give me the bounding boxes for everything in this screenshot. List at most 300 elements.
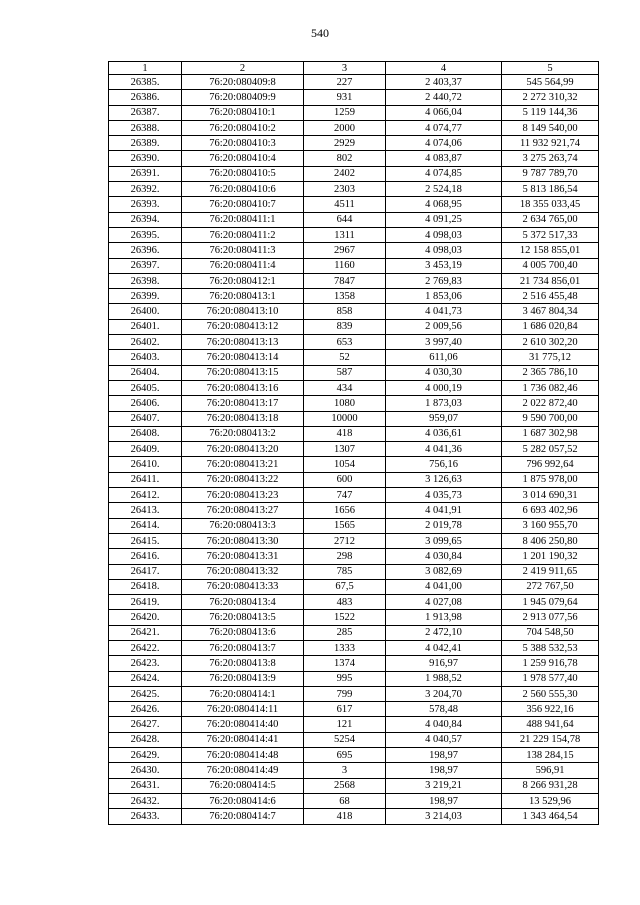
table-cell: 26421. — [109, 625, 182, 640]
table-cell: 26409. — [109, 442, 182, 457]
table-row — [109, 671, 599, 686]
table-cell: 995 — [304, 671, 386, 686]
table-cell: 26397. — [109, 258, 182, 273]
table-cell: 26391. — [109, 166, 182, 181]
table-cell: 488 941,64 — [502, 717, 599, 732]
table-cell: 4 040,84 — [386, 717, 502, 732]
data-table — [108, 61, 599, 825]
table-cell: 76:20:080413:5 — [182, 610, 304, 625]
table-row — [109, 625, 599, 640]
table-cell: 26389. — [109, 136, 182, 151]
table-row — [109, 656, 599, 671]
table-row — [109, 197, 599, 212]
table-cell: 2929 — [304, 136, 386, 151]
table-cell: 26396. — [109, 243, 182, 258]
table-cell: 26393. — [109, 197, 182, 212]
table-cell: 76:20:080413:8 — [182, 656, 304, 671]
table-cell: 5 282 057,52 — [502, 442, 599, 457]
table-cell: 3 082,69 — [386, 564, 502, 579]
table-row — [109, 732, 599, 747]
table-cell: 26392. — [109, 182, 182, 197]
table-cell: 76:20:080413:4 — [182, 595, 304, 610]
table-cell: 21 229 154,78 — [502, 732, 599, 747]
table-cell: 2 524,18 — [386, 182, 502, 197]
table-cell: 2 419 911,65 — [502, 564, 599, 579]
table-cell: 5254 — [304, 732, 386, 747]
header-row — [109, 62, 599, 75]
table-cell: 26400. — [109, 304, 182, 319]
table-cell: 76:20:080414:48 — [182, 748, 304, 763]
table-cell: 1 978 577,40 — [502, 671, 599, 686]
table-cell: 1358 — [304, 289, 386, 304]
table-cell: 4 005 700,40 — [502, 258, 599, 273]
table-cell: 2568 — [304, 778, 386, 793]
table-cell: 931 — [304, 90, 386, 105]
table-cell: 76:20:080410:3 — [182, 136, 304, 151]
table-cell: 5 372 517,33 — [502, 227, 599, 242]
table-cell: 76:20:080414:6 — [182, 793, 304, 808]
table-cell: 76:20:080414:40 — [182, 717, 304, 732]
table-cell: 76:20:080410:4 — [182, 151, 304, 166]
table-cell: 611,06 — [386, 350, 502, 365]
table-cell: 76:20:080414:5 — [182, 778, 304, 793]
column-header: 3 — [304, 62, 386, 75]
table-cell: 5 388 532,53 — [502, 640, 599, 655]
table-cell: 26429. — [109, 748, 182, 763]
table-cell: 3 275 263,74 — [502, 151, 599, 166]
table-cell: 802 — [304, 151, 386, 166]
table-cell: 1259 — [304, 105, 386, 120]
table-row — [109, 227, 599, 242]
table-row — [109, 136, 599, 151]
table-row — [109, 90, 599, 105]
table-row — [109, 472, 599, 487]
table-cell: 2402 — [304, 166, 386, 181]
table-cell: 76:20:080413:1 — [182, 289, 304, 304]
column-header: 5 — [502, 62, 599, 75]
table-row — [109, 426, 599, 441]
table-cell: 76:20:080413:30 — [182, 533, 304, 548]
table-cell: 1307 — [304, 442, 386, 457]
table-cell: 76:20:080414:49 — [182, 763, 304, 778]
table-cell: 26426. — [109, 702, 182, 717]
table-cell: 26412. — [109, 488, 182, 503]
page-number: 540 — [311, 26, 329, 40]
table-cell: 76:20:080413:14 — [182, 350, 304, 365]
table-cell: 3 — [304, 763, 386, 778]
table-cell: 26402. — [109, 335, 182, 350]
table-cell: 76:20:080410:7 — [182, 197, 304, 212]
table-row — [109, 610, 599, 625]
table-cell: 11 932 921,74 — [502, 136, 599, 151]
table-cell: 1656 — [304, 503, 386, 518]
table-cell: 76:20:080410:2 — [182, 120, 304, 135]
table-cell: 3 219,21 — [386, 778, 502, 793]
table-cell: 26413. — [109, 503, 182, 518]
table-cell: 26407. — [109, 411, 182, 426]
table-row — [109, 380, 599, 395]
table-cell: 198,97 — [386, 748, 502, 763]
table-cell: 2 472,10 — [386, 625, 502, 640]
table-cell: 26425. — [109, 686, 182, 701]
table-cell: 483 — [304, 595, 386, 610]
table-cell: 26388. — [109, 120, 182, 135]
table-cell: 26417. — [109, 564, 182, 579]
table-cell: 272 767,50 — [502, 579, 599, 594]
table-cell: 3 126,63 — [386, 472, 502, 487]
table-cell: 1 687 302,98 — [502, 426, 599, 441]
table-cell: 644 — [304, 212, 386, 227]
table-cell: 76:20:080413:32 — [182, 564, 304, 579]
table-cell: 26427. — [109, 717, 182, 732]
table-cell: 26433. — [109, 809, 182, 824]
table-cell: 76:20:080413:2 — [182, 426, 304, 441]
table-cell: 9 590 700,00 — [502, 411, 599, 426]
table-cell: 10000 — [304, 411, 386, 426]
table-row — [109, 289, 599, 304]
table-cell: 76:20:080414:41 — [182, 732, 304, 747]
table-cell: 76:20:080413:16 — [182, 380, 304, 395]
table-cell: 26385. — [109, 75, 182, 90]
table-cell: 4 036,61 — [386, 426, 502, 441]
table-cell: 785 — [304, 564, 386, 579]
table-cell: 858 — [304, 304, 386, 319]
table-cell: 76:20:080410:6 — [182, 182, 304, 197]
table-cell: 1160 — [304, 258, 386, 273]
table-cell: 26431. — [109, 778, 182, 793]
table-cell: 1 853,06 — [386, 289, 502, 304]
table-row — [109, 518, 599, 533]
table-cell: 26411. — [109, 472, 182, 487]
table-row — [109, 702, 599, 717]
table-cell: 3 160 955,70 — [502, 518, 599, 533]
table-cell: 587 — [304, 365, 386, 380]
table-cell: 76:20:080413:21 — [182, 457, 304, 472]
table-cell: 67,5 — [304, 579, 386, 594]
table-cell: 695 — [304, 748, 386, 763]
table-cell: 26430. — [109, 763, 182, 778]
table-cell: 26406. — [109, 396, 182, 411]
table-cell: 298 — [304, 549, 386, 564]
table-cell: 4 030,30 — [386, 365, 502, 380]
table-cell: 138 284,15 — [502, 748, 599, 763]
table-cell: 418 — [304, 426, 386, 441]
table-cell: 704 548,50 — [502, 625, 599, 640]
table-cell: 434 — [304, 380, 386, 395]
table-cell: 916,97 — [386, 656, 502, 671]
table-cell: 4 074,06 — [386, 136, 502, 151]
table-cell: 26401. — [109, 319, 182, 334]
table-cell: 8 149 540,00 — [502, 120, 599, 135]
table-row — [109, 335, 599, 350]
table-cell: 76:20:080413:3 — [182, 518, 304, 533]
table-row — [109, 778, 599, 793]
table-cell: 26398. — [109, 273, 182, 288]
table-cell: 4 041,00 — [386, 579, 502, 594]
table-cell: 2 610 302,20 — [502, 335, 599, 350]
table-cell: 26428. — [109, 732, 182, 747]
table-cell: 76:20:080413:12 — [182, 319, 304, 334]
table-cell: 756,16 — [386, 457, 502, 472]
table-cell: 26416. — [109, 549, 182, 564]
table-cell: 1 945 079,64 — [502, 595, 599, 610]
table-cell: 5 813 186,54 — [502, 182, 599, 197]
table-cell: 21 734 856,01 — [502, 273, 599, 288]
table-cell: 356 922,16 — [502, 702, 599, 717]
table-row — [109, 75, 599, 90]
table-cell: 1 988,52 — [386, 671, 502, 686]
table-row — [109, 258, 599, 273]
table-cell: 76:20:080413:23 — [182, 488, 304, 503]
table-row — [109, 533, 599, 548]
table-cell: 2 009,56 — [386, 319, 502, 334]
table-cell: 198,97 — [386, 763, 502, 778]
table-cell: 9 787 789,70 — [502, 166, 599, 181]
table-row — [109, 319, 599, 334]
table-cell: 4 041,36 — [386, 442, 502, 457]
table-cell: 2 769,83 — [386, 273, 502, 288]
table-row — [109, 457, 599, 472]
column-header: 2 — [182, 62, 304, 75]
table-cell: 76:20:080413:18 — [182, 411, 304, 426]
table-cell: 5 119 144,36 — [502, 105, 599, 120]
table-cell: 4 074,85 — [386, 166, 502, 181]
table-cell: 8 406 250,80 — [502, 533, 599, 548]
table-cell: 1054 — [304, 457, 386, 472]
table-cell: 76:20:080414:7 — [182, 809, 304, 824]
table-row — [109, 120, 599, 135]
table-cell: 3 467 804,34 — [502, 304, 599, 319]
table-cell: 4 000,19 — [386, 380, 502, 395]
table-row — [109, 503, 599, 518]
table-row — [109, 212, 599, 227]
table-cell: 1 201 190,32 — [502, 549, 599, 564]
table-cell: 76:20:080413:10 — [182, 304, 304, 319]
table-cell: 13 529,96 — [502, 793, 599, 808]
table-cell: 4 074,77 — [386, 120, 502, 135]
table-cell: 227 — [304, 75, 386, 90]
table-cell: 76:20:080413:22 — [182, 472, 304, 487]
table-row — [109, 365, 599, 380]
table-cell: 26394. — [109, 212, 182, 227]
table-cell: 26395. — [109, 227, 182, 242]
table-cell: 76:20:080413:13 — [182, 335, 304, 350]
table-cell: 76:20:080410:1 — [182, 105, 304, 120]
table-cell: 26424. — [109, 671, 182, 686]
table-cell: 1080 — [304, 396, 386, 411]
table-cell: 4 041,73 — [386, 304, 502, 319]
table-cell: 3 997,40 — [386, 335, 502, 350]
table-row — [109, 442, 599, 457]
table-cell: 52 — [304, 350, 386, 365]
table-cell: 121 — [304, 717, 386, 732]
table-cell: 2 403,37 — [386, 75, 502, 90]
table-cell: 600 — [304, 472, 386, 487]
table-cell: 76:20:080413:9 — [182, 671, 304, 686]
table-row — [109, 686, 599, 701]
table-cell: 26432. — [109, 793, 182, 808]
table-cell: 2 022 872,40 — [502, 396, 599, 411]
table-row — [109, 396, 599, 411]
table-cell: 1522 — [304, 610, 386, 625]
table-row — [109, 809, 599, 824]
table-cell: 799 — [304, 686, 386, 701]
table-cell: 653 — [304, 335, 386, 350]
table-cell: 2 516 455,48 — [502, 289, 599, 304]
table-cell: 617 — [304, 702, 386, 717]
table-cell: 26387. — [109, 105, 182, 120]
table-cell: 2 634 765,00 — [502, 212, 599, 227]
table-cell: 26418. — [109, 579, 182, 594]
table-cell: 76:20:080409:9 — [182, 90, 304, 105]
table-cell: 1 913,98 — [386, 610, 502, 625]
table-cell: 4 098,03 — [386, 227, 502, 242]
table-cell: 1374 — [304, 656, 386, 671]
table-cell: 2 019,78 — [386, 518, 502, 533]
table-cell: 26405. — [109, 380, 182, 395]
table-cell: 76:20:080411:1 — [182, 212, 304, 227]
table-cell: 1 875 978,00 — [502, 472, 599, 487]
table-row — [109, 579, 599, 594]
table-cell: 4511 — [304, 197, 386, 212]
table-cell: 418 — [304, 809, 386, 824]
table-cell: 76:20:080411:3 — [182, 243, 304, 258]
table-row — [109, 717, 599, 732]
table-cell: 4 068,95 — [386, 197, 502, 212]
table-cell: 4 041,91 — [386, 503, 502, 518]
table-cell: 76:20:080413:33 — [182, 579, 304, 594]
table-row — [109, 793, 599, 808]
table-cell: 6 693 402,96 — [502, 503, 599, 518]
table-row — [109, 564, 599, 579]
table-cell: 12 158 855,01 — [502, 243, 599, 258]
table-cell: 4 035,73 — [386, 488, 502, 503]
table-cell: 26415. — [109, 533, 182, 548]
table-row — [109, 748, 599, 763]
table-cell: 8 266 931,28 — [502, 778, 599, 793]
table-cell: 68 — [304, 793, 386, 808]
table-cell: 76:20:080414:11 — [182, 702, 304, 717]
table-cell: 26423. — [109, 656, 182, 671]
table-cell: 959,07 — [386, 411, 502, 426]
table-cell: 2712 — [304, 533, 386, 548]
table-row — [109, 151, 599, 166]
table-cell: 26399. — [109, 289, 182, 304]
table-cell: 747 — [304, 488, 386, 503]
table-row — [109, 105, 599, 120]
table-cell: 596,91 — [502, 763, 599, 778]
table-cell: 18 355 033,45 — [502, 197, 599, 212]
table-cell: 3 214,03 — [386, 809, 502, 824]
table-cell: 76:20:080412:1 — [182, 273, 304, 288]
table-cell: 1311 — [304, 227, 386, 242]
table-cell: 4 066,04 — [386, 105, 502, 120]
table-cell: 1333 — [304, 640, 386, 655]
table-cell: 26403. — [109, 350, 182, 365]
table-cell: 4 091,25 — [386, 212, 502, 227]
table-row — [109, 595, 599, 610]
table-cell: 76:20:080413:6 — [182, 625, 304, 640]
table-row — [109, 763, 599, 778]
table-cell: 76:20:080413:7 — [182, 640, 304, 655]
table-cell: 198,97 — [386, 793, 502, 808]
table-cell: 26419. — [109, 595, 182, 610]
table-cell: 2 365 786,10 — [502, 365, 599, 380]
table-cell: 2000 — [304, 120, 386, 135]
table-row — [109, 411, 599, 426]
table-cell: 2303 — [304, 182, 386, 197]
table-cell: 76:20:080414:1 — [182, 686, 304, 701]
table-row — [109, 273, 599, 288]
table-cell: 26414. — [109, 518, 182, 533]
table-cell: 76:20:080411:4 — [182, 258, 304, 273]
table-cell: 26390. — [109, 151, 182, 166]
table-cell: 4 027,08 — [386, 595, 502, 610]
table-cell: 2 913 077,56 — [502, 610, 599, 625]
table-cell: 26422. — [109, 640, 182, 655]
table-row — [109, 350, 599, 365]
table-cell: 4 030,84 — [386, 549, 502, 564]
table-cell: 31 775,12 — [502, 350, 599, 365]
table-cell: 796 992,64 — [502, 457, 599, 472]
table-cell: 1 343 464,54 — [502, 809, 599, 824]
table-cell: 76:20:080409:8 — [182, 75, 304, 90]
column-header: 4 — [386, 62, 502, 75]
column-header: 1 — [109, 62, 182, 75]
table-cell: 26420. — [109, 610, 182, 625]
table-cell: 4 083,87 — [386, 151, 502, 166]
table-cell: 4 042,41 — [386, 640, 502, 655]
table-cell: 545 564,99 — [502, 75, 599, 90]
table-row — [109, 182, 599, 197]
table-cell: 26408. — [109, 426, 182, 441]
table-cell: 76:20:080413:15 — [182, 365, 304, 380]
table-cell: 76:20:080413:17 — [182, 396, 304, 411]
table-cell: 76:20:080413:31 — [182, 549, 304, 564]
table-row — [109, 166, 599, 181]
table-cell: 26410. — [109, 457, 182, 472]
table-row — [109, 243, 599, 258]
table-cell: 76:20:080413:27 — [182, 503, 304, 518]
table-cell: 76:20:080413:20 — [182, 442, 304, 457]
table-row — [109, 549, 599, 564]
table-cell: 26404. — [109, 365, 182, 380]
table-cell: 4 040,57 — [386, 732, 502, 747]
table-row — [109, 304, 599, 319]
table-cell: 839 — [304, 319, 386, 334]
table-cell: 1 686 020,84 — [502, 319, 599, 334]
table-row — [109, 640, 599, 655]
table-cell: 76:20:080410:5 — [182, 166, 304, 181]
table-cell: 2 440,72 — [386, 90, 502, 105]
table-cell: 1565 — [304, 518, 386, 533]
table-cell: 76:20:080411:2 — [182, 227, 304, 242]
table-cell: 1 873,03 — [386, 396, 502, 411]
table-cell: 578,48 — [386, 702, 502, 717]
table-cell: 2967 — [304, 243, 386, 258]
table-cell: 7847 — [304, 273, 386, 288]
table-body — [109, 75, 599, 825]
table-cell: 285 — [304, 625, 386, 640]
table-cell: 3 099,65 — [386, 533, 502, 548]
table-cell: 3 014 690,31 — [502, 488, 599, 503]
table-cell: 1 259 916,78 — [502, 656, 599, 671]
table-row — [109, 488, 599, 503]
table-cell: 1 736 082,46 — [502, 380, 599, 395]
table-cell: 2 560 555,30 — [502, 686, 599, 701]
table-cell: 3 453,19 — [386, 258, 502, 273]
table-cell: 26386. — [109, 90, 182, 105]
